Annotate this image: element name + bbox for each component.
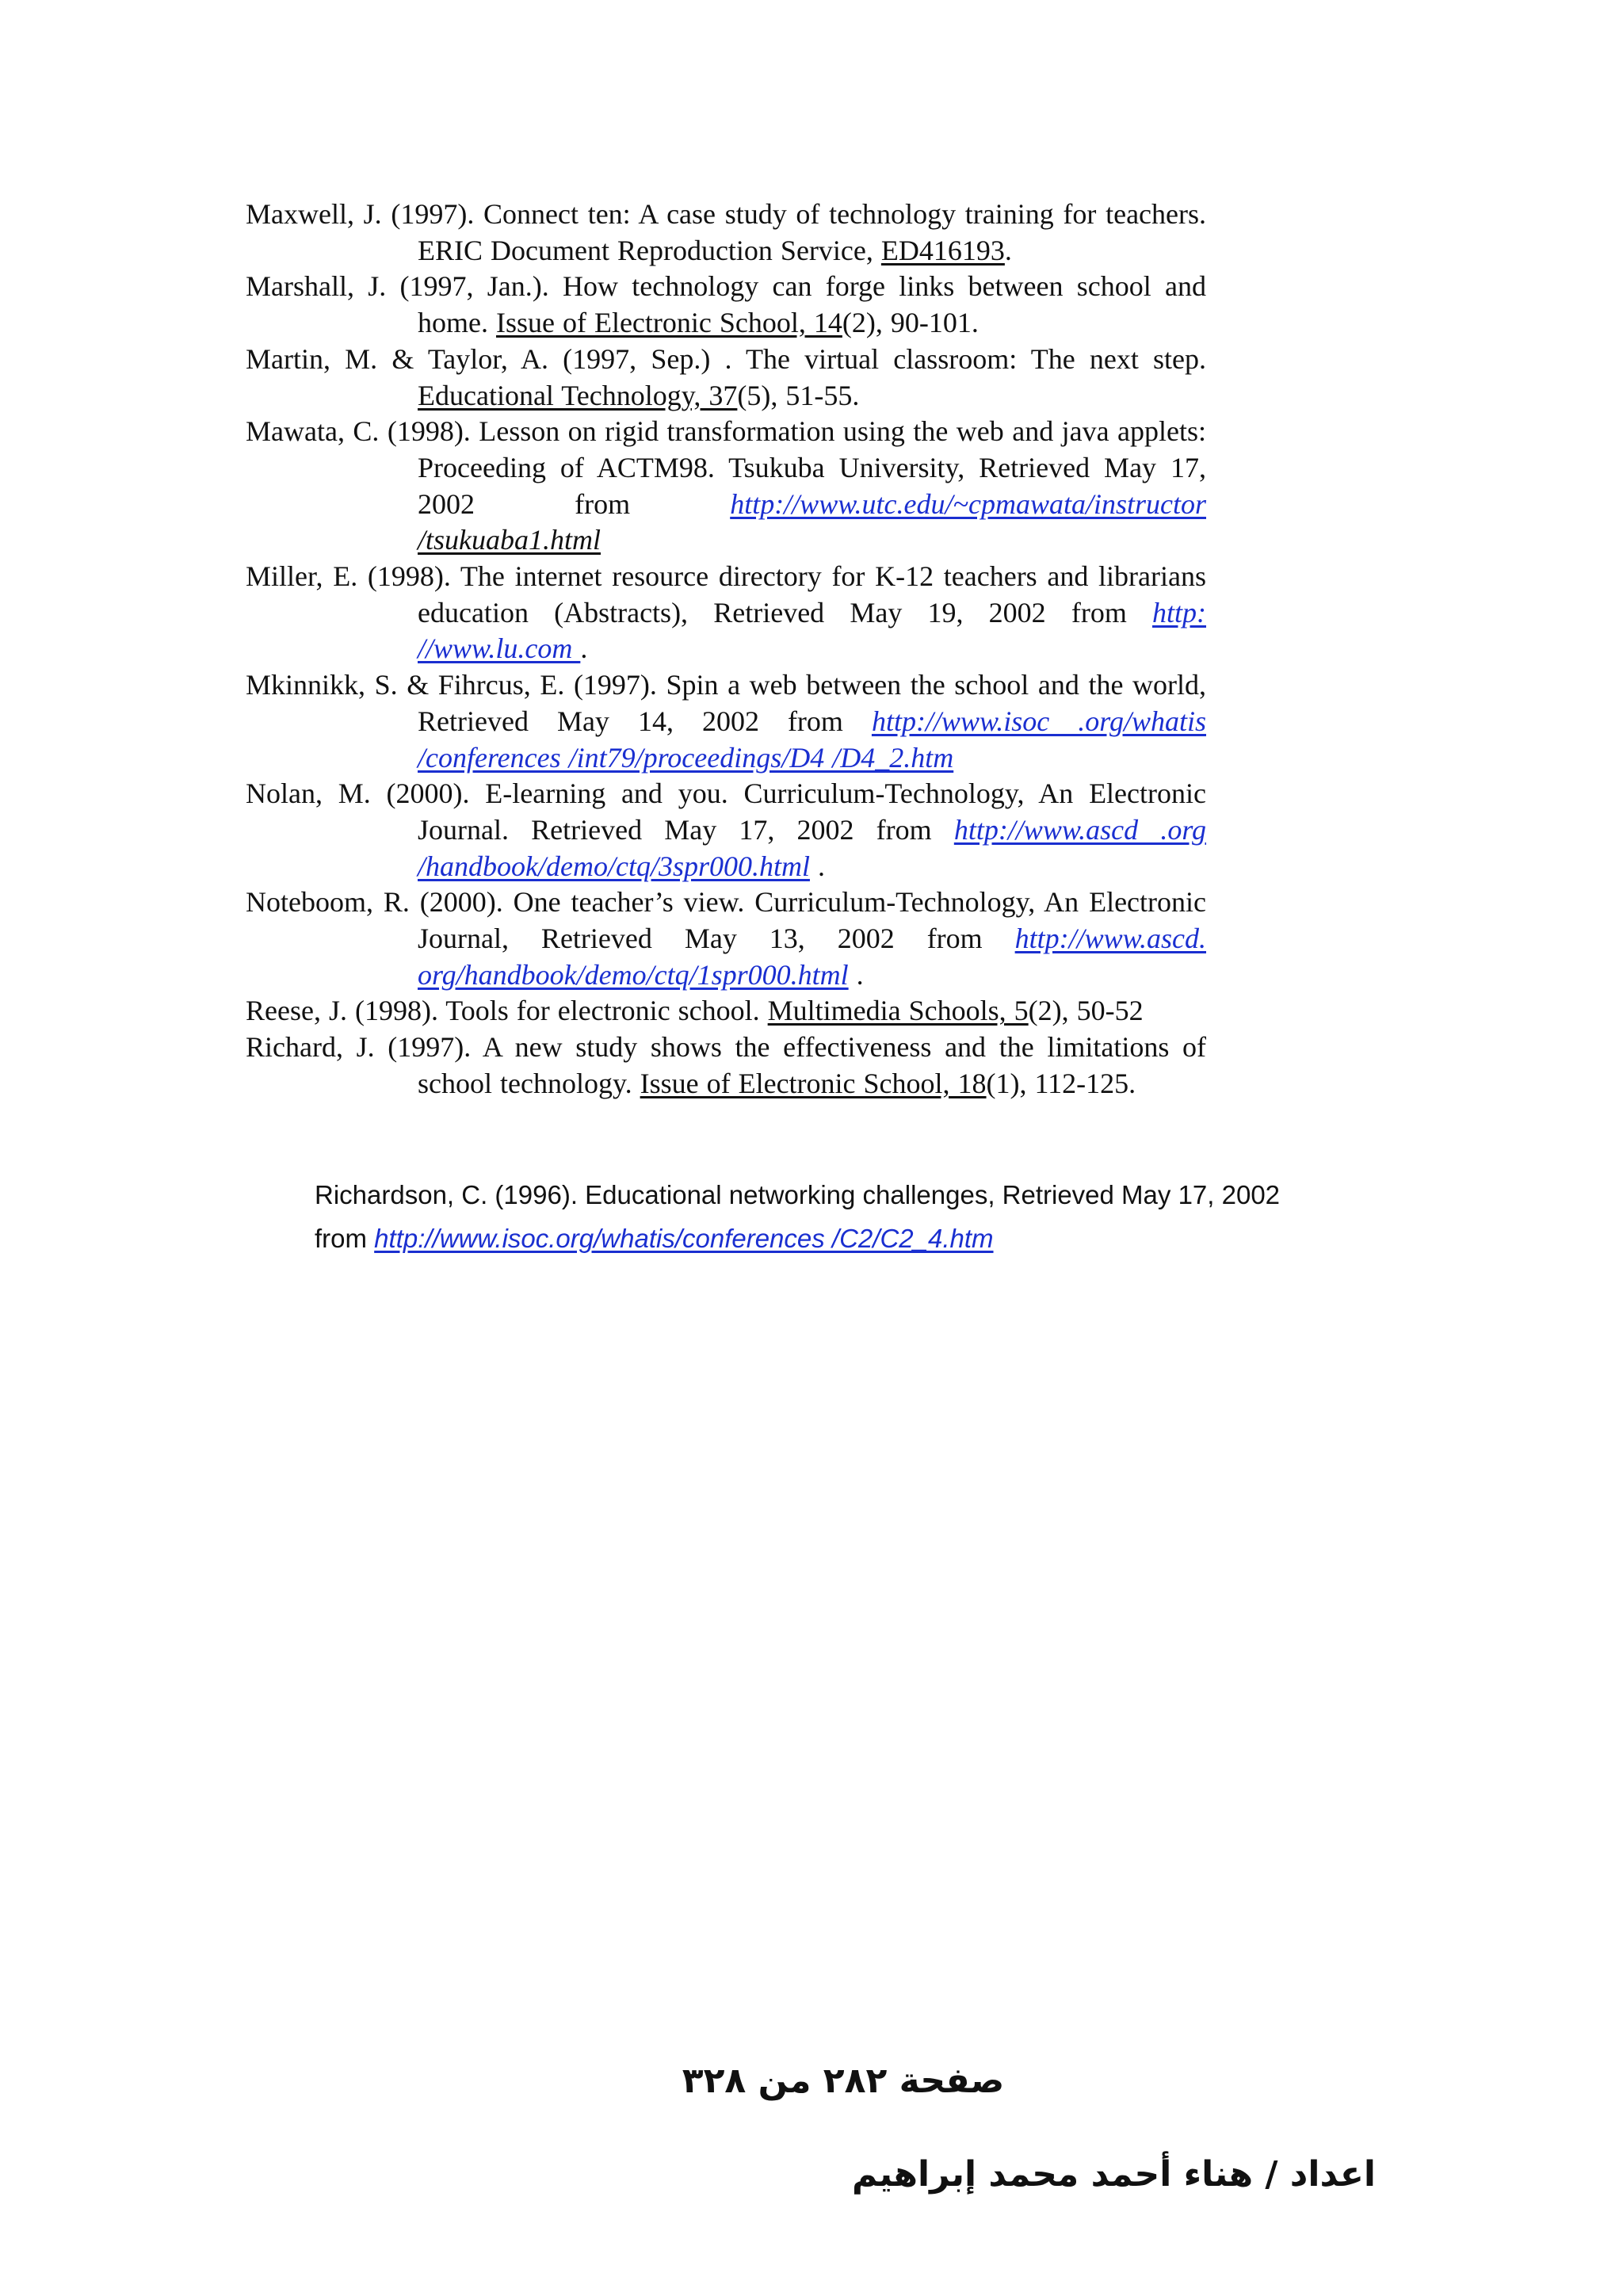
reference-link[interactable]: http://www.ascd. org/handbook/demo/ctq/1spr000.html xyxy=(418,923,1206,991)
reference-text: Mawata, C. (1998). Lesson on rigid transformation using the web and java applets: Proceeding of ACTM98. Tsukuba University, Retrieved May 17, 2002 from xyxy=(246,415,1206,520)
reference-text: (1), 112-125. xyxy=(986,1067,1136,1099)
reference-text: . xyxy=(1004,234,1012,266)
reference-text: Maxwell, J. (1997). Connect ten: A case study of technology training for teachers. ERIC Document Reproduction Service, xyxy=(246,198,1206,266)
reference-text: from xyxy=(315,1224,375,1253)
reference-maxwell xyxy=(246,197,1206,269)
reference-text: Martin, M. & Taylor, A. (1997, Sep.) . The virtual classroom: The next step. xyxy=(246,342,1206,375)
reference-text: . xyxy=(848,958,864,991)
reference-link[interactable]: /tsukuaba1.html xyxy=(418,524,601,556)
reference-text: Nolan, M. (2000). E-learning and you. Curriculum-Technology, An Electronic Journal. Retrieved May 17, 2002 from xyxy=(246,777,1206,846)
author-credit: اعداد / هناء أحمد محمد إبراهيم xyxy=(852,2154,1376,2195)
reference-text-line2 xyxy=(315,1217,1440,1260)
reference-text: Noteboom, R. (2000). One teacher’s view. Curriculum-Technology, An Electronic Journal, Retrieved May 13, 2002 from xyxy=(246,886,1206,955)
reference-text: Reese, J. (1998). Tools for electronic school. xyxy=(246,995,768,1027)
reference-source: ED416193 xyxy=(880,234,1005,266)
reference-text: Marshall, J. (1997, Jan.). How technology can forge links between school and home. xyxy=(246,270,1206,339)
reference-miller xyxy=(246,559,1206,667)
reference-mkinnikk xyxy=(246,667,1206,776)
reference-text: (2), 50-52 xyxy=(1028,995,1144,1027)
reference-list xyxy=(246,197,1206,1102)
reference-nolan xyxy=(246,776,1206,884)
reference-link[interactable]: http://www.ascd .org /handbook/demo/ctq/3spr000.html xyxy=(418,813,1206,882)
reference-source: Issue of Electronic School, 14 xyxy=(495,307,842,339)
reference-richardson xyxy=(315,1173,1440,1260)
page-number: صفحة ٢٨٢ من ٣٢٨ xyxy=(682,2061,1005,2101)
reference-richard xyxy=(246,1030,1206,1102)
reference-text: (2), 90-101. xyxy=(842,307,979,339)
reference-text: Richard, J. (1997). A new study shows the effectiveness and the limitations of school technology. xyxy=(246,1031,1206,1099)
reference-reese xyxy=(246,993,1206,1030)
reference-text: . xyxy=(580,632,588,665)
reference-text: Miller, E. (1998). The internet resource directory for K-12 teachers and librarians education (Abstracts), Retrieved May 19, 2002 from xyxy=(246,560,1206,628)
reference-text: Richardson, C. (1996). Educational networking challenges, Retrieved May 17, 2002 xyxy=(315,1180,1281,1209)
reference-marshall xyxy=(246,269,1206,341)
reference-noteboom xyxy=(246,884,1206,993)
reference-mawata xyxy=(246,414,1206,559)
reference-text: . xyxy=(809,850,825,882)
reference-source: Multimedia Schools, 5 xyxy=(767,995,1029,1027)
reference-source: Issue of Electronic School, 18 xyxy=(640,1067,987,1099)
reference-link[interactable]: http://www.isoc .org/whatis /conferences /int79/proceedings/D4 /D4_2.htm xyxy=(418,705,1206,774)
reference-link[interactable]: http: //www.lu.com xyxy=(418,596,1206,665)
reference-link[interactable]: http://www.isoc.org/whatis/conferences /C2/C2_4.htm xyxy=(374,1224,994,1253)
reference-link[interactable]: http://www.utc.edu/~cpmawata/instructor xyxy=(730,487,1206,520)
reference-source: Educational Technology, 37 xyxy=(418,379,738,411)
reference-text: Mkinnikk, S. & Fihrcus, E. (1997). Spin a web between the school and the world, Retrieved May 14, 2002 from xyxy=(246,669,1206,737)
reference-martin xyxy=(246,342,1206,414)
reference-text: (5), 51-55. xyxy=(737,379,860,411)
